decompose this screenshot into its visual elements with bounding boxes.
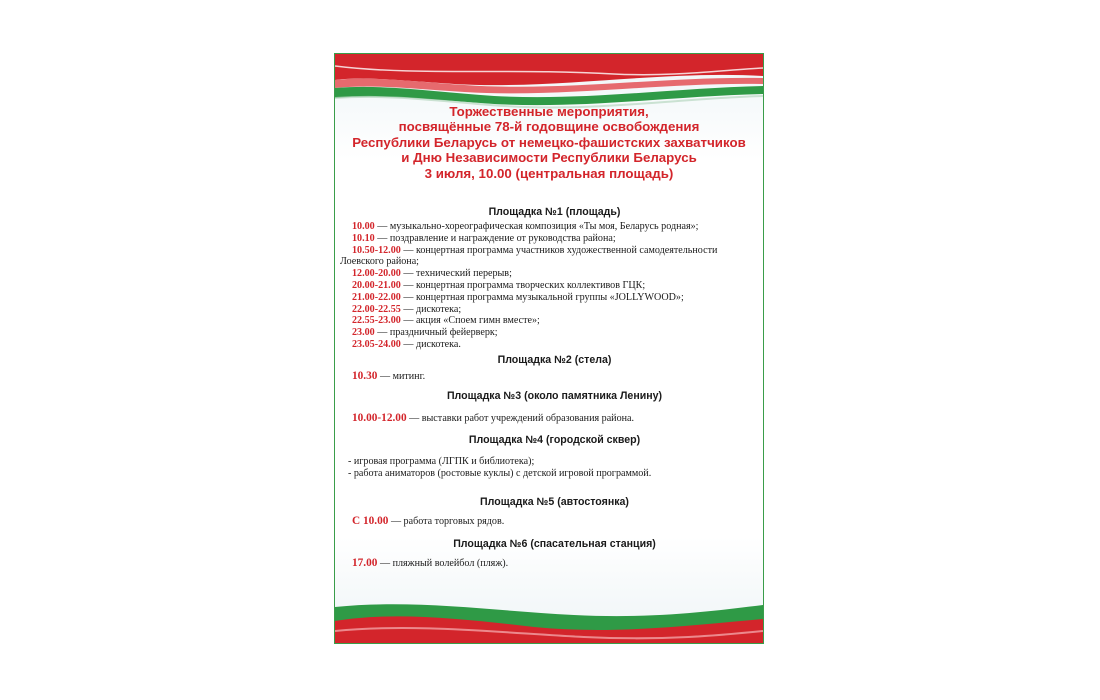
item-text: — дискотека.	[403, 338, 461, 350]
item-text: - работа аниматоров (ростовые куклы) с детской игровой программой.	[348, 468, 652, 480]
item-text: — концертная программа участников художественной самодеятельности Лоевского района;	[340, 244, 718, 268]
schedule-item	[352, 292, 757, 304]
schedule-item	[352, 413, 757, 425]
poster-title	[335, 104, 763, 181]
section-heading: Площадка №3 (около памятника Ленину)	[446, 389, 663, 402]
item-time: 12.00-20.00	[352, 268, 401, 280]
schedule-item	[340, 245, 757, 269]
schedule-item	[352, 327, 757, 339]
item-time: 20.00-21.00	[352, 279, 401, 291]
section-heading: Площадка №6 (спасательная станция)	[453, 537, 656, 550]
item-text: — акция «Споем гимн вместе»;	[403, 315, 540, 327]
item-time: 10.00-12.00	[352, 411, 407, 424]
title-line: посвящённые 78-й годовщине освобождения	[398, 119, 700, 135]
title-line: Торжественные мероприятия,	[449, 104, 649, 119]
event-poster	[334, 53, 764, 644]
schedule-item	[352, 339, 757, 351]
item-time: 10.30	[352, 369, 378, 382]
section-heading: Площадка №2 (стела)	[497, 353, 612, 366]
item-time: 23.00	[352, 327, 375, 339]
item-time: 10.10	[352, 232, 375, 244]
schedule-item	[352, 304, 757, 316]
item-text: — концертная программа музыкальной группы «JOLLYWOOD»;	[403, 291, 684, 303]
schedule-item	[352, 221, 757, 233]
item-time: 10.50-12.00	[352, 244, 401, 256]
item-time: С 10.00	[352, 514, 389, 527]
section-heading: Площадка №1 (площадь)	[488, 206, 621, 218]
item-time: 22.55-23.00	[352, 315, 401, 327]
item-time: 10.00	[352, 221, 375, 232]
item-text: — праздничный фейерверк;	[377, 327, 498, 339]
item-time: 17.00	[352, 556, 378, 569]
item-text: — работа торговых рядов.	[390, 515, 505, 527]
schedule-item	[352, 558, 757, 570]
schedule-item	[352, 280, 757, 292]
item-text: — митинг.	[379, 370, 426, 382]
item-text: — технический перерыв;	[403, 268, 512, 280]
title-line: и Дню Независимости Республики Беларусь	[401, 150, 697, 166]
schedule-item	[348, 456, 757, 468]
item-text: — музыкально-хореографическая композиция «Ты моя, Беларусь родная»;	[377, 221, 699, 232]
item-text: — поздравление и награждение от руководства района;	[377, 232, 616, 244]
section-heading: Площадка №5 (автостоянка)	[480, 495, 629, 508]
item-time: 23.05-24.00	[352, 338, 401, 350]
flag-ribbon-bottom	[335, 593, 763, 643]
item-text: — дискотека;	[403, 303, 462, 315]
item-text: — выставки работ учреждений образования района.	[409, 412, 635, 424]
item-text: - игровая программа (ЛГПК и библиотека);	[348, 456, 535, 468]
section-heading: Площадка №4 (городской сквер)	[468, 434, 641, 447]
title-line: 3 июля, 10.00 (центральная площадь)	[424, 165, 674, 181]
schedule-item	[352, 233, 757, 245]
schedule-item	[352, 371, 757, 383]
title-line: Республики Беларусь от немецко-фашистских захватчиков	[352, 134, 746, 150]
item-text: — концертная программа творческих коллективов ГЦК;	[403, 279, 646, 291]
schedule-item	[352, 268, 757, 280]
item-time: 22.00-22.55	[352, 303, 401, 315]
schedule-item	[348, 468, 757, 480]
schedule-item	[352, 516, 757, 528]
schedule-item	[352, 315, 757, 327]
item-text: — пляжный волейбол (пляж).	[379, 557, 509, 569]
schedule	[340, 206, 757, 570]
item-time: 21.00-22.00	[352, 291, 401, 303]
